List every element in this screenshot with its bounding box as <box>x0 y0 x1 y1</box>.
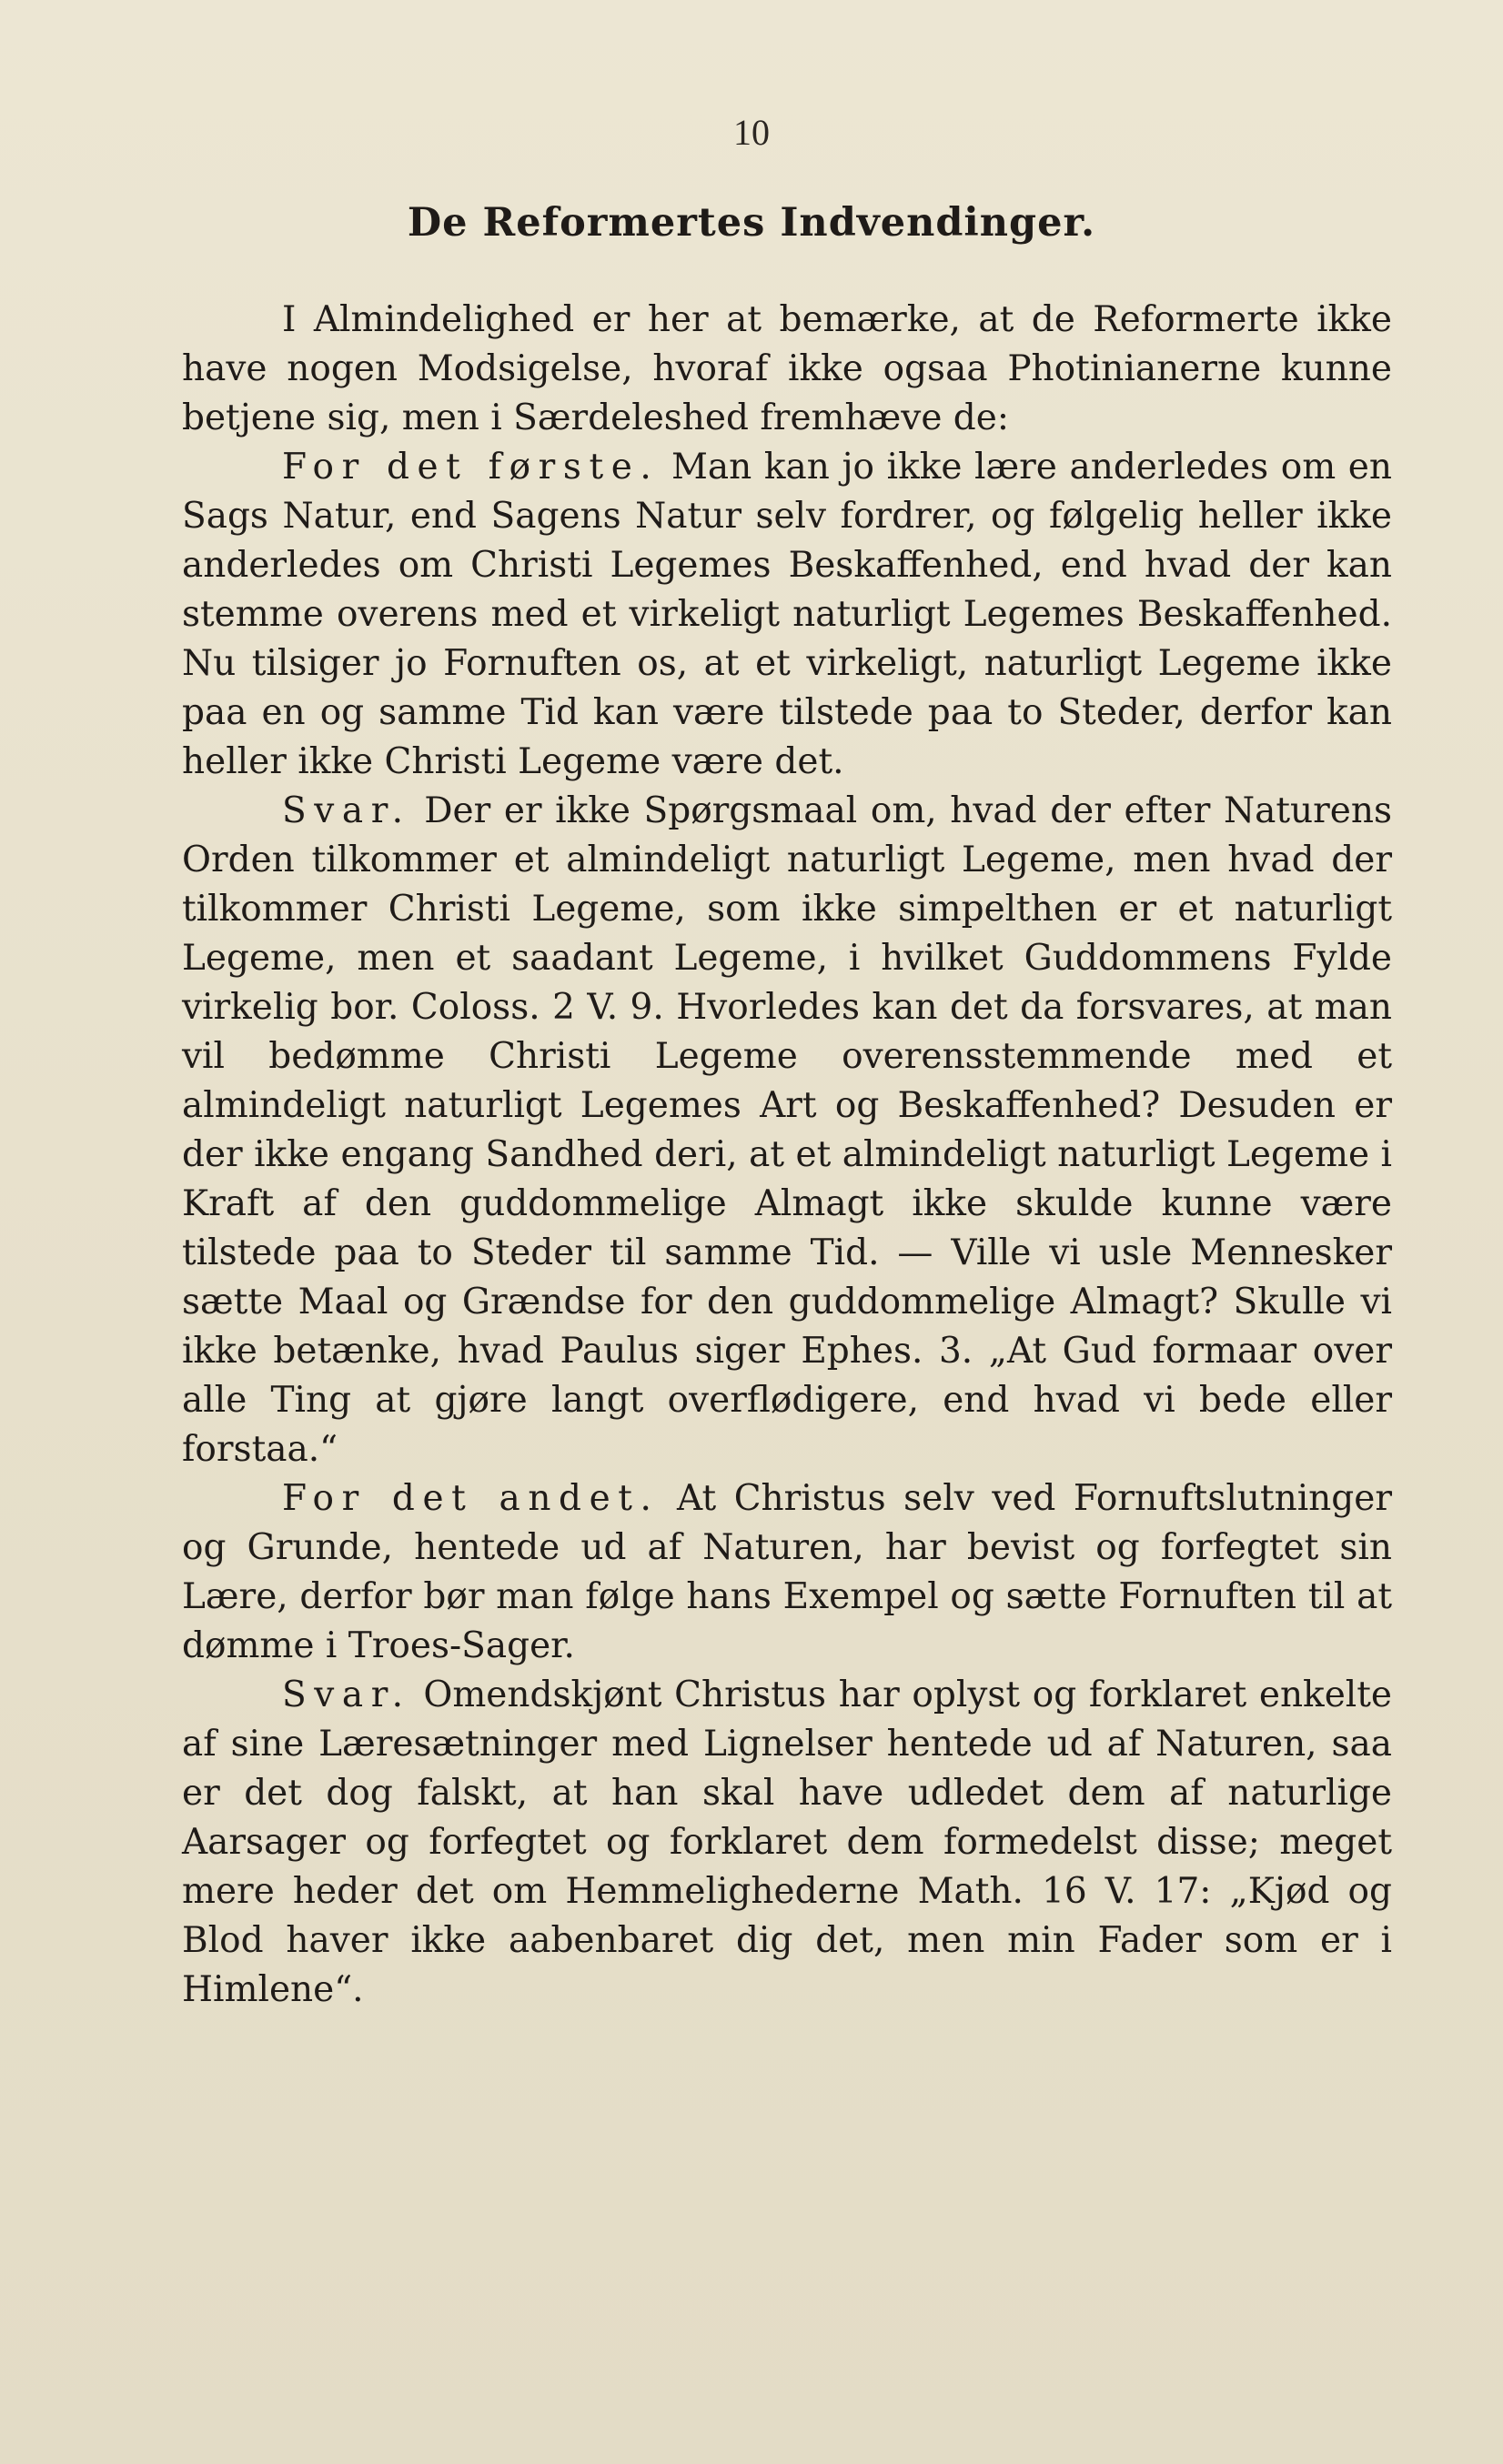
paragraph-text: Omendskjønt Christus har oplyst og forklaret enkelte af sine Læresætninger med Lignelser hentede ud af Naturen, saa er det dog falskt, at han skal have udledet dem af naturlige Aarsager og forfegtet og forklaret dem formedelst disse; meget mere heder det om Hemmelighederne Math. 16 V. 17: „Kjød og Blod haver ikke aabenbaret dig det, men min Fader som er i Himlene“. <box>182 1675 1392 2010</box>
paragraph-lead: For det andet. <box>282 1478 660 1519</box>
paragraph-lead: Svar. <box>282 790 411 831</box>
body-text <box>182 296 1392 2015</box>
paragraph-lead: Svar. <box>282 1675 411 1715</box>
paragraph-text: I Almindelighed er her at bemærke, at de Reformerte ikke have nogen Modsigelse, hvoraf ikke ogsaa Photinianerne kunne betjene sig, men i Særdeleshed fremhæve de: <box>182 299 1392 438</box>
section-heading: De Reformertes Indvendinger. <box>407 200 1096 246</box>
paragraph-text: At Christus selv ved Fornuftslutninger og Grunde, hentede ud af Naturen, har bevist og forfegtet sin Lære, derfor bør man følge hans Exempel og sætte Fornuften til at dømme i Troes-Sager. <box>182 1478 1392 1666</box>
paragraph-text: Man kan jo ikke lære anderledes om en Sags Natur, end Sagens Natur selv fordrer, og følgelig heller ikke anderledes om Christi Legemes Beskaffenhed, end hvad der kan stemme overens med et virkeligt naturligt Legemes Beskaffenhed. Nu tilsiger jo Fornuften os, at et virkeligt, naturligt Legeme ikke paa en og samme Tid kan være tilstede paa to Steder, derfor kan heller ikke Christi Legeme være det. <box>182 447 1392 782</box>
paragraph <box>182 1671 1392 2015</box>
paragraph <box>182 787 1392 1474</box>
paragraph-text: Der er ikke Spørgsmaal om, hvad der efter Naturens Orden tilkommer et almindeligt naturligt Legeme, men hvad der tilkommer Christi Legeme, som ikke simpelthen er et naturligt Legeme, men et saadant Legeme, i hvilket Guddommens Fylde virkelig bor. Coloss. 2 V. 9. Hvorledes kan det da forsvares, at man vil bedømme Christi Legeme overensstemmende med et almindeligt naturligt Legemes Art og Beskaffenhed? Desuden er der ikke engang Sandhed deri, at et almindeligt naturligt Legeme i Kraft af den guddommelige Almagt ikke skulde kunne være tilstede paa to Steder til samme Tid. — Ville vi usle Mennesker sætte Maal og Grændse for den guddommelige Almagt? Skulle vi ikke betænke, hvad Paulus siger Ephes. 3. „At Gud formaar over alle Ting at gjøre langt overflødigere, end hvad vi bede eller forstaa.“ <box>182 790 1392 1470</box>
paragraph <box>182 296 1392 443</box>
paragraph <box>182 1474 1392 1671</box>
paragraph-lead: For det første. <box>282 447 660 488</box>
page-number: 10 <box>733 112 770 153</box>
paragraph <box>182 443 1392 787</box>
